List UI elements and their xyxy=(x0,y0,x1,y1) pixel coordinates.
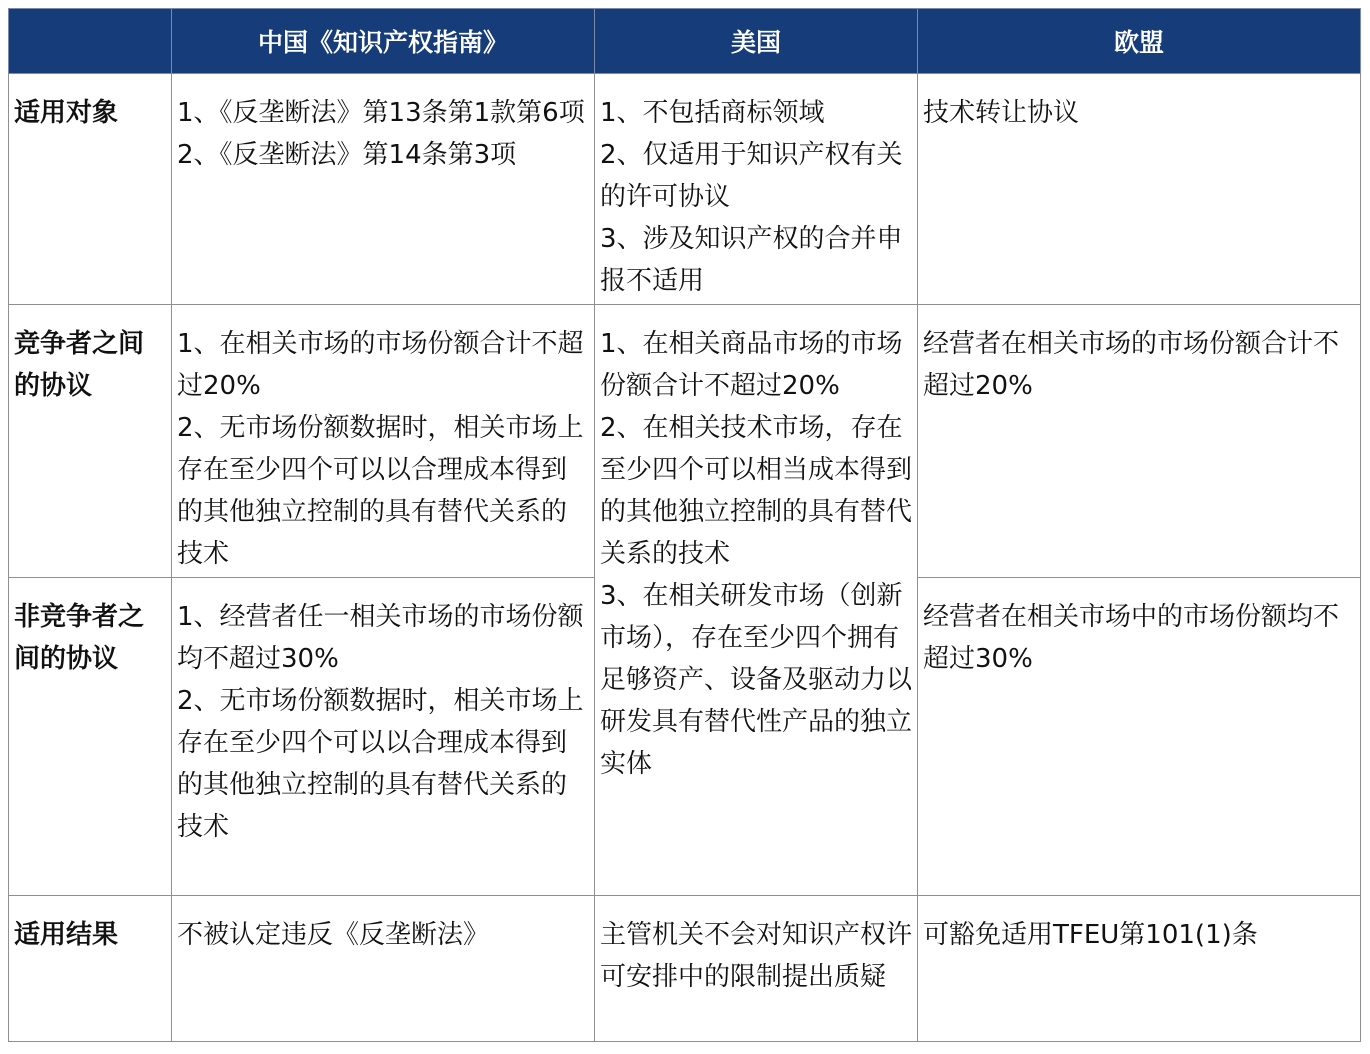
header-row xyxy=(9,9,1361,74)
row-scope xyxy=(9,74,1361,305)
paragraph: 3、涉及知识产权的合并申报不适用 xyxy=(600,224,903,296)
comparison-table xyxy=(8,8,1361,1042)
row-label-text: 竞争者之间的协议 xyxy=(14,329,145,401)
row-label-result xyxy=(9,896,172,1042)
paragraph: 1、《反垄断法》第13条第1款第6项 xyxy=(177,98,585,128)
paragraph: 经营者在相关市场的市场份额合计不超过20% xyxy=(923,329,1340,401)
row-label-scope xyxy=(9,74,172,305)
row-label-text: 非竞争者之间的协议 xyxy=(14,602,145,674)
paragraph: 1、不包括商标领域 xyxy=(600,98,825,128)
row-label-text: 适用结果 xyxy=(14,920,119,950)
paragraph: 经营者在相关市场中的市场份额均不超过30% xyxy=(923,602,1340,674)
cell-us-result xyxy=(595,896,918,1042)
row-result xyxy=(9,896,1361,1042)
paragraph: 2、无市场份额数据时，相关市场上存在至少四个可以以合理成本得到的其他独立控制的具有替代关系的技术 xyxy=(177,413,584,569)
paragraph: 不被认定违反《反垄断法》 xyxy=(177,920,490,950)
paragraph: 主管机关不会对知识产权许可安排中的限制提出质疑 xyxy=(600,920,913,992)
cell-china-scope xyxy=(172,74,595,305)
paragraph: 2、在相关技术市场，存在至少四个可以相当成本得到的其他独立控制的具有替代关系的技术 xyxy=(600,413,913,569)
paragraph: 1、经营者任一相关市场的市场份额均不超过30% xyxy=(177,602,584,674)
row-competitors xyxy=(9,305,1361,578)
header-corner-cell xyxy=(9,9,172,74)
paragraph: 1、在相关市场的市场份额合计不超过20% xyxy=(177,329,584,401)
row-label-competitors xyxy=(9,305,172,578)
row-label-text: 适用对象 xyxy=(14,98,119,128)
paragraph: 2、无市场份额数据时，相关市场上存在至少四个可以以合理成本得到的其他独立控制的具有替代关系的技术 xyxy=(177,686,584,842)
cell-us-market-share-merged xyxy=(595,305,918,896)
header-us: 美国 xyxy=(595,9,918,74)
paragraph: 2、仅适用于知识产权有关的许可协议 xyxy=(600,140,903,212)
row-label-non-competitors xyxy=(9,578,172,896)
paragraph: 1、在相关商品市场的市场份额合计不超过20% xyxy=(600,329,903,401)
cell-china-non-competitors xyxy=(172,578,595,896)
paragraph: 可豁免适用TFEU第101(1)条 xyxy=(923,920,1258,950)
header-china: 中国《知识产权指南》 xyxy=(172,9,595,74)
header-eu: 欧盟 xyxy=(918,9,1361,74)
cell-eu-result xyxy=(918,896,1361,1042)
cell-eu-scope xyxy=(918,74,1361,305)
cell-china-competitors xyxy=(172,305,595,578)
cell-eu-non-competitors xyxy=(918,578,1361,896)
cell-eu-competitors xyxy=(918,305,1361,578)
cell-china-result xyxy=(172,896,595,1042)
paragraph: 3、在相关研发市场（创新市场），存在至少四个拥有足够资产、设备及驱动力以研发具有替代性产品的独立实体 xyxy=(600,581,913,779)
cell-us-scope xyxy=(595,74,918,305)
paragraph: 2、《反垄断法》第14条第3项 xyxy=(177,140,517,170)
paragraph: 技术转让协议 xyxy=(923,98,1080,128)
